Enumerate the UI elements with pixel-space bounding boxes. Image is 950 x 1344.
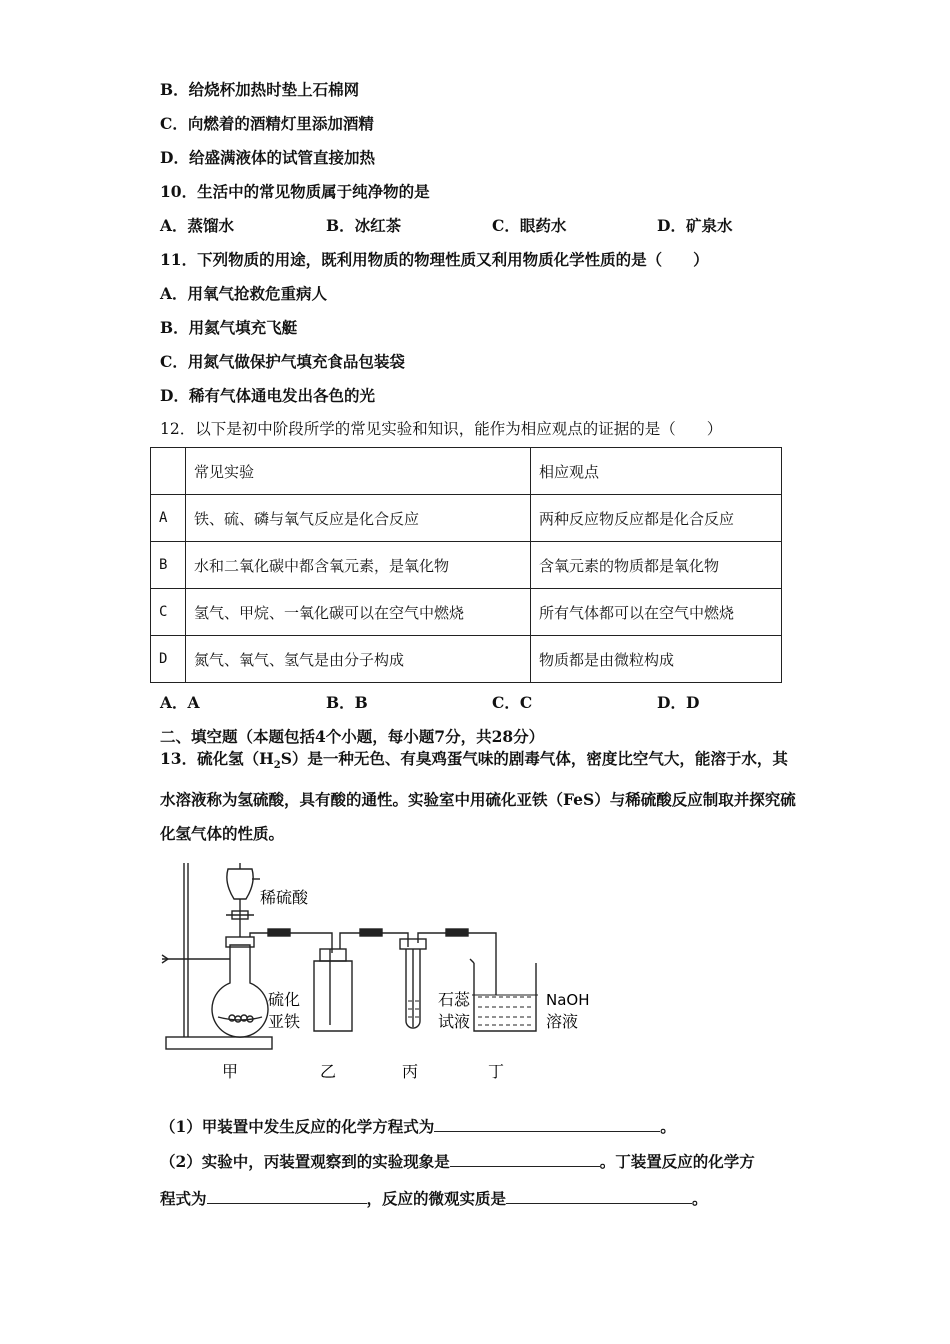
q13-p2-mid: 。丁装置反应的化学方 (599, 1152, 755, 1171)
q12-option-b: B．B (326, 693, 368, 712)
q10-option-d: D．矿泉水 (657, 216, 733, 235)
label-litmus-2: 试液 (438, 1012, 471, 1031)
table-row (151, 636, 782, 683)
caption-bing: 丙 (402, 1062, 419, 1081)
table-cell-key: A (151, 495, 186, 542)
q13-p2-line2-pre: 程式为 (160, 1189, 207, 1208)
q13-p2-text: （2）实验中，丙装置观察到的实验现象是 (160, 1152, 450, 1171)
table-cell-key: C (151, 589, 186, 636)
label-fes-1: 硫化 (268, 990, 301, 1009)
table-cell: 含氧元素的物质都是氧化物 (531, 542, 782, 589)
label-acid: 稀硫酸 (260, 888, 309, 907)
table-cell: 氢气、甲烷、一氧化碳可以在空气中燃烧 (186, 589, 531, 636)
q13-p1-text: （1）甲装置中发生反应的化学方程式为 (160, 1117, 435, 1136)
q12-option-d: D．D (657, 693, 700, 712)
q10-option-b: B．冰红茶 (326, 216, 402, 235)
q13-part-2-line2 (160, 1187, 708, 1209)
label-litmus-1: 石蕊 (438, 990, 471, 1009)
apparatus-figure (160, 855, 600, 1089)
table-cell: 氮气、氧气、氢气是由分子构成 (186, 636, 531, 683)
apparatus-diagram (160, 855, 600, 1085)
table-row (151, 495, 782, 542)
section-title: 二、填空题（本题包括4个小题，每小题7分，共28分） (160, 727, 545, 746)
stand-base (166, 1037, 272, 1049)
table-cell: 水和二氧化碳中都含氧元素，是氧化物 (186, 542, 531, 589)
q11-option-d: D．稀有气体通电发出各色的光 (160, 386, 375, 405)
caption-jia: 甲 (222, 1062, 239, 1081)
table-header-viewpoint: 相应观点 (531, 448, 782, 495)
label-naoh-2: 溶液 (546, 1012, 579, 1031)
table-cell-key: B (151, 542, 186, 589)
table-cell-key: D (151, 636, 186, 683)
table-cell (151, 448, 186, 495)
table-cell: 两种反应物反应都是化合反应 (531, 495, 782, 542)
q13-p2-line2-end: 。 (692, 1189, 708, 1208)
q9-option-c: C．向燃着的酒精灯里添加酒精 (160, 114, 374, 133)
table-header-row (151, 448, 782, 495)
q12-stem: 12．以下是初中阶段所学的常见实验和知识，能作为相应观点的证据的是（ ） (160, 420, 723, 438)
answer-blank[interactable] (450, 1150, 600, 1167)
caption-yi: 乙 (320, 1062, 337, 1081)
answer-blank[interactable] (506, 1187, 692, 1204)
q13-p1-end: 。 (660, 1117, 676, 1136)
bottle-yi (314, 961, 352, 1031)
tube-3 (418, 933, 496, 995)
beaker (474, 963, 536, 1031)
q13-stem-post: S）是一种无色、有臭鸡蛋气味的剧毒气体，密度比空气大，能溶于水，其水溶液称为氢硫酸，具有酸的通性。实验室中用硫化亚铁（FeS）与稀硫酸反应制取并探究硫化氢气体的性质。 (160, 749, 796, 844)
q11-option-b: B．用氦气填充飞艇 (160, 318, 298, 337)
label-fes-2: 亚铁 (268, 1012, 301, 1031)
table-cell: 所有气体都可以在空气中燃烧 (531, 589, 782, 636)
label-naoh-1: NaOH (546, 991, 590, 1009)
q13-stem-pre: 13．硫化氢（H (160, 749, 274, 768)
table-header-experiment: 常见实验 (186, 448, 531, 495)
q13-p2-line2-mid: ，反应的微观实质是 (366, 1189, 507, 1208)
q13-stem (160, 742, 800, 851)
q12-option-c: C．C (492, 693, 533, 712)
answer-blank[interactable] (207, 1187, 367, 1204)
answer-blank[interactable] (434, 1115, 660, 1132)
q9-option-d: D．给盛满液体的试管直接加热 (160, 148, 375, 167)
q13-part-2 (160, 1150, 755, 1172)
separating-funnel (227, 869, 253, 899)
q10-option-a: A．蒸馏水 (160, 216, 235, 235)
q9-option-b: B．给烧杯加热时垫上石棉网 (160, 80, 360, 99)
q12-option-a: A．A (160, 693, 200, 712)
q10-stem: 10．生活中的常见物质属于纯净物的是 (160, 182, 430, 201)
table-cell: 物质都是由微粒构成 (531, 636, 782, 683)
caption-ding: 丁 (488, 1062, 505, 1081)
q12-table (150, 447, 782, 683)
table-row (151, 589, 782, 636)
table-cell: 铁、硫、磷与氧气反应是化合反应 (186, 495, 531, 542)
q13-stem-sub: 2 (273, 760, 281, 772)
q13-part-1 (160, 1115, 676, 1137)
q10-option-c: C．眼药水 (492, 216, 567, 235)
q11-stem: 11．下列物质的用途，既利用物质的物理性质又利用物质化学性质的是（ ） (160, 250, 709, 269)
q11-option-c: C．用氮气做保护气填充食品包装袋 (160, 352, 405, 371)
table-row (151, 542, 782, 589)
q11-option-a: A．用氧气抢救危重病人 (160, 284, 328, 303)
